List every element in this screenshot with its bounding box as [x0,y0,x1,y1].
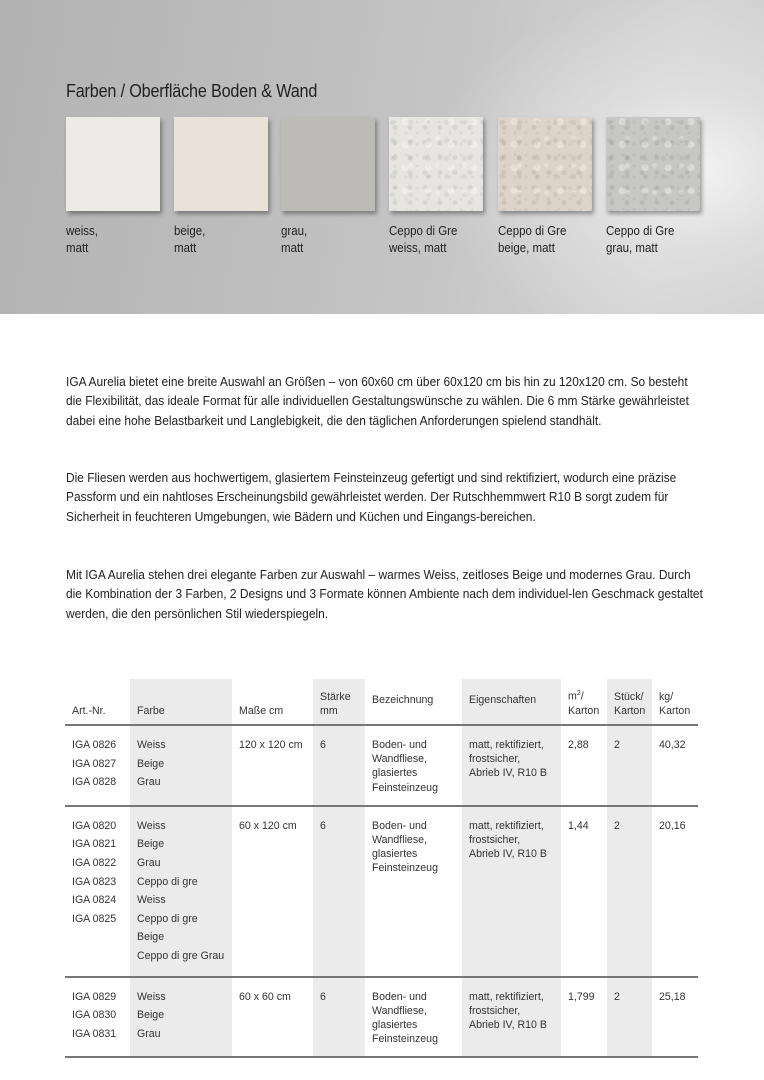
header-m2-karton: $m^2/$ Karton [568,690,600,717]
table-header-row [65,679,698,725]
header-stueck-karton: Stück/ Karton [607,679,652,725]
color-surface-section [0,0,764,314]
swatch-label: weiss, matt [66,224,98,255]
colors-paragraph: Mit IGA Aurelia stehen drei elegante Farben zur Auswahl – warmes Weiss, zeitloses Beige und modernes Grau. Durch die Kombination der 3 Farben, 2 Designs und 3 Formate können Ambiente nach dem individuel-len Geschmack gestaltet werden, die den persönlichen Stil wiederspiegeln. [66,567,703,621]
header-staerke: Stärke mm [313,679,365,725]
section-title: Farben / Oberfläche Boden & Wand [66,81,318,101]
header-masse: Maße cm [239,705,284,717]
swatch-beige-matt [174,117,268,211]
cell-masse: 60 x 60 cm [239,990,291,1003]
table-row [65,806,698,977]
cell-staerke: 6 [313,725,365,806]
header-kg-karton: kg/ Karton [659,691,691,717]
swatch-label: grau, matt [281,224,308,255]
cell-bezeichnung: Boden- und Wandfliese, glasiertes Feinsteinzeug [372,739,438,794]
cell-masse: 60 x 120 cm [239,819,297,832]
cell-stueck-karton: 2 [607,977,652,1058]
product-spec-table [65,679,698,1058]
cell-masse: 120 x 120 cm [239,739,303,751]
header-art-nr: Art.-Nr. [72,705,106,717]
intro-paragraph: IGA Aurelia bietet eine breite Auswahl an Größen – von 60x60 cm über 60x120 cm bis hin zu 120x120 cm. So besteht die Flexibilität, das ideale Format für alle individuellen Gestaltungswünsche zu wählen. Die 6 mm Stärke gewährleistet dabei eine hohe Belastbarkeit und Langlebigkeit, die den täglichen Anforderungen spielend standhält. [66,374,689,428]
cell-kg-karton: 20,16 [659,819,686,832]
header-bezeichnung: Bezeichnung [372,694,434,706]
cell-staerke: 6 [313,806,365,977]
cell-m2-karton: 2,88 [568,739,589,751]
cell-art-nr: IGA 0826 IGA 0827 IGA 0828 [72,739,117,789]
swatch-ceppo-grau-matt [606,117,700,211]
swatch-label: Ceppo di Gre beige, matt [498,224,567,255]
cell-kg-karton: 25,18 [659,990,686,1003]
swatch-weiss-matt [66,117,160,211]
table-row [65,977,698,1058]
cell-stueck-karton: 2 [607,725,652,806]
cell-art-nr: IGA 0820 IGA 0821 IGA 0822 IGA 0823 IGA 0824 IGA 0825 [72,819,117,925]
cell-bezeichnung: Boden- und Wandfliese, glasiertes Feinsteinzeug [372,990,438,1046]
cell-eigenschaften: matt, rektifiziert, frostsicher, Abrieb IV, R10 B [462,977,561,1058]
cell-stueck-karton: 2 [607,806,652,977]
swatch-label: beige, matt [174,224,206,255]
cell-m2-karton: 1,44 [568,819,589,832]
cell-bezeichnung: Boden- und Wandfliese, glasiertes Feinsteinzeug [372,819,438,875]
cell-m2-karton: 1,799 [568,990,595,1003]
table-row [65,725,698,806]
material-paragraph: Die Fliesen werden aus hochwertigem, glasiertem Feinsteinzeug gefertigt und sind rektifiziert, wodurch eine präzise Passform und ein nahtloses Erscheinungsbild gewährleistet werden. Der Rutschhemmwert R10 B sorgt zudem für Sicherheit in feuchteren Umgebungen, wie Bädern und Küchen und Eingangs-bereichen. [66,470,677,524]
cell-farbe: Weiss Beige Grau Ceppo di gre Weiss Ceppo di gre Beige Ceppo di gre Grau [130,806,232,977]
swatch-ceppo-beige-matt [498,117,592,211]
header-farbe: Farbe [130,679,232,725]
cell-eigenschaften: matt, rektifiziert, frostsicher, Abrieb IV, R10 B [462,806,561,977]
cell-kg-karton: 40,32 [659,739,686,751]
header-eigenschaften: Eigenschaften [462,679,561,725]
cell-art-nr: IGA 0829 IGA 0830 IGA 0831 [72,990,117,1040]
swatch-ceppo-weiss-matt [389,117,483,211]
cell-eigenschaften: matt, rektifiziert, frostsicher, Abrieb IV, R10 B [462,725,561,806]
cell-staerke: 6 [313,977,365,1058]
swatch-label: Ceppo di Gre weiss, matt [389,224,458,255]
swatch-label: Ceppo di Gre grau, matt [606,224,675,255]
swatch-grau-matt [281,117,375,211]
cell-farbe: Weiss Beige Grau [130,977,232,1058]
cell-farbe: Weiss Beige Grau [130,725,232,806]
